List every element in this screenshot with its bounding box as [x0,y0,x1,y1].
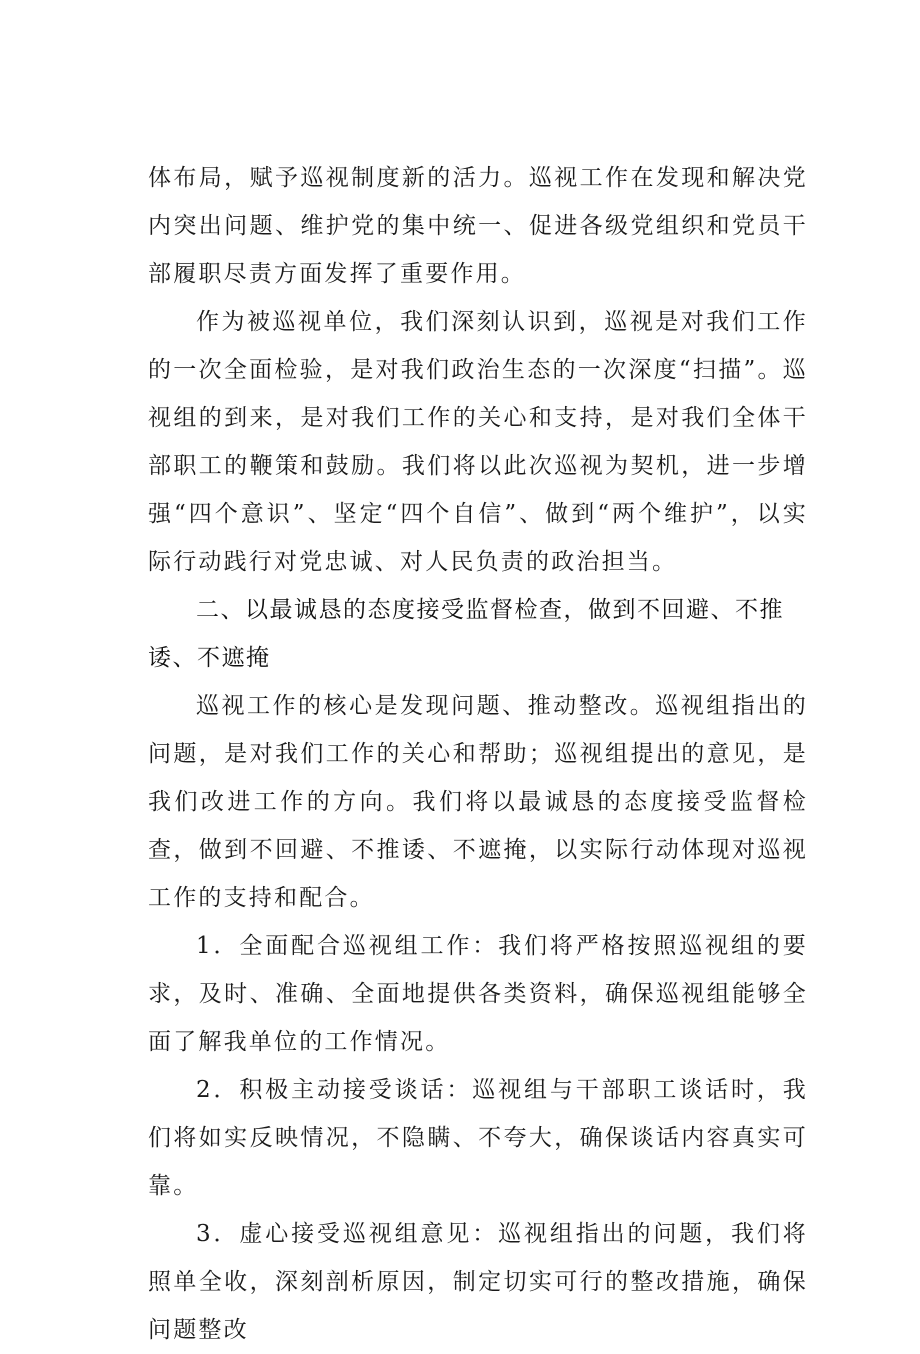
document-body [148,154,808,1354]
paragraph-accept-supervision: 巡视工作的核心是发现问题、推动整改。巡视组指出的问题，是对我们工作的关心和帮助；巡视组提出的意见，是我们改进工作的方向。我们将以最诚恳的态度接受监督检查，做到不回避、不推诿、不遮掩，以实际行动体现对巡视工作的支持和配合。 [148,693,808,911]
list-item-2-interviews: 2．积极主动接受谈话：巡视组与干部职工谈话时，我们将如实反映情况，不隐瞒、不夸大，确保谈话内容真实可靠。 [148,1077,808,1199]
paragraph-inspection-awareness: 作为被巡视单位，我们深刻认识到，巡视是对我们工作的一次全面检验，是对我们政治生态的一次深度“扫描”。巡视组的到来，是对我们工作的关心和支持，是对我们全体干部职工的鞭策和鼓励。我们将以此次巡视为契机，进一步增强“四个意识”、坚定“四个自信”、做到“两个维护”，以实际行动践行对党忠诚、对人民负责的政治担当。 [148,309,808,575]
paragraph-continuation: 体布局，赋予巡视制度新的活力。巡视工作在发现和解决党内突出问题、维护党的集中统一、促进各级党组织和党员干部履职尽责方面发挥了重要作用。 [148,165,808,287]
list-item-1-cooperate: 1．全面配合巡视组工作：我们将严格按照巡视组的要求，及时、准确、全面地提供各类资料，确保巡视组能够全面了解我单位的工作情况。 [148,933,808,1055]
section-heading-2: 二、以最诚恳的态度接受监督检查，做到不回避、不推诿、不遮掩 [148,597,784,671]
list-item-3-accept-opinions: 3．虚心接受巡视组意见：巡视组指出的问题，我们将照单全收，深刻剖析原因，制定切实可行的整改措施，确保问题整改 [148,1221,808,1343]
